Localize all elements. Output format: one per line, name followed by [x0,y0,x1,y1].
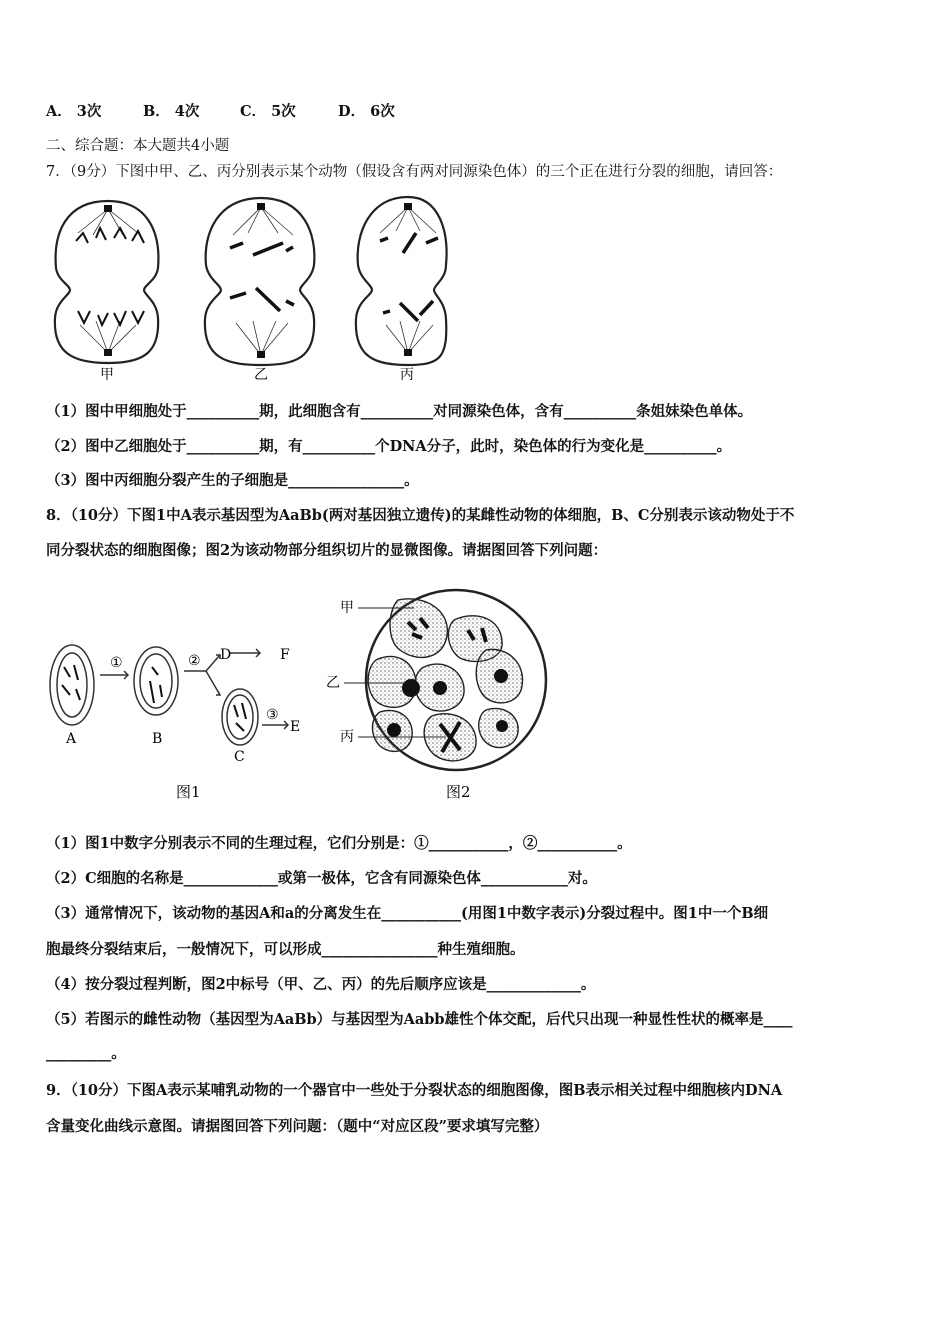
section-title: 二、综合题：本大题共4小题 [46,138,230,154]
option-c: C． 5次 [240,103,296,120]
process-3: ③ [266,707,279,723]
fig-label-yi: 乙 [254,367,268,383]
micro-label-yi: 乙 [326,675,340,691]
label-f: F [280,647,290,663]
micro-label-jia: 甲 [340,600,354,616]
q7-cell-figure [48,193,448,388]
q8-subq4: （4）按分裂过程判断，图2中标号（甲、乙、丙）的先后顺序应该是_____________。 [46,976,596,993]
q9-stem-line2: 含量变化曲线示意图。请据图回答下列问题：（题中“对应区段”要求填写完整） [46,1118,549,1135]
process-1: ① [110,655,123,671]
q7-stem: 7．（9分）下图中甲、乙、丙分别表示某个动物（假设含有两对同源染色体）的三个正在进行分裂的细胞，请回答： [46,164,783,180]
q8-subq2: （2）C细胞的名称是_____________或第一极体，它含有同源染色体____________对。 [46,870,597,887]
q8-subq3-line2: 胞最终分裂结束后，一般情况下，可以形成________________种生殖细胞。 [46,941,525,958]
q7-subq1: （1）图中甲细胞处于__________期，此细胞含有__________对同源染色体，含有__________条姐妹染色单体。 [46,403,753,420]
q8-subq1: （1）图1中数字分别表示不同的生理过程，它们分别是：①___________，②___________。 [46,835,632,852]
q8-figure-1 [48,585,318,810]
q7-subq2: （2）图中乙细胞处于__________期，有__________个DNA分子，此时，染色体的行为变化是__________。 [46,438,732,455]
cell-yi-outline [205,198,315,365]
label-c: C [234,749,245,765]
process-2: ② [188,653,201,669]
option-b: B． 4次 [143,103,200,120]
q8-subq3-line1: （3）通常情况下，该动物的基因A和a的分离发生在___________(用图1中数字表示)分裂过程中。图1中一个B细 [46,905,769,922]
label-d: D [220,647,232,663]
fig-label-bing: 丙 [400,367,414,383]
cell-jia-outline [55,201,159,363]
label-a: A [66,731,77,747]
micro-label-bing: 丙 [340,729,354,745]
q9-stem-line1: 9．（10分）下图A表示某哺乳动物的一个器官中一些处于分裂状态的细胞图像，图B表示相关过程中细胞核内DNA [46,1082,783,1099]
figure-2-caption: 图2 [446,783,471,801]
figure-1-caption: 图1 [176,783,201,801]
q8-subq5-line1: （5）若图示的雌性动物（基因型为AaBb）与基因型为Aabb雄性个体交配，后代只出现一种显性性状的概率是____ [46,1011,793,1028]
q8-subq5-line2: _________。 [46,1045,126,1062]
fig-label-jia: 甲 [100,367,114,383]
option-a: A． 3次 [46,103,102,120]
q8-figure-2 [326,590,551,805]
cell-bing-outline [356,197,447,365]
q8-stem-line1: 8．（10分）下图1中A表示基因型为AaBb(两对基因独立遗传)的某雌性动物的体细胞，B、C分别表示该动物处于不 [46,507,795,524]
option-d: D． 6次 [338,103,395,120]
q7-subq3: （3）图中丙细胞分裂产生的子细胞是________________。 [46,472,419,489]
label-e: E [290,719,301,735]
q8-stem-line2: 同分裂状态的细胞图像；图2为该动物部分组织切片的显微图像。请据图回答下列问题： [46,542,608,559]
label-b: B [152,731,163,747]
